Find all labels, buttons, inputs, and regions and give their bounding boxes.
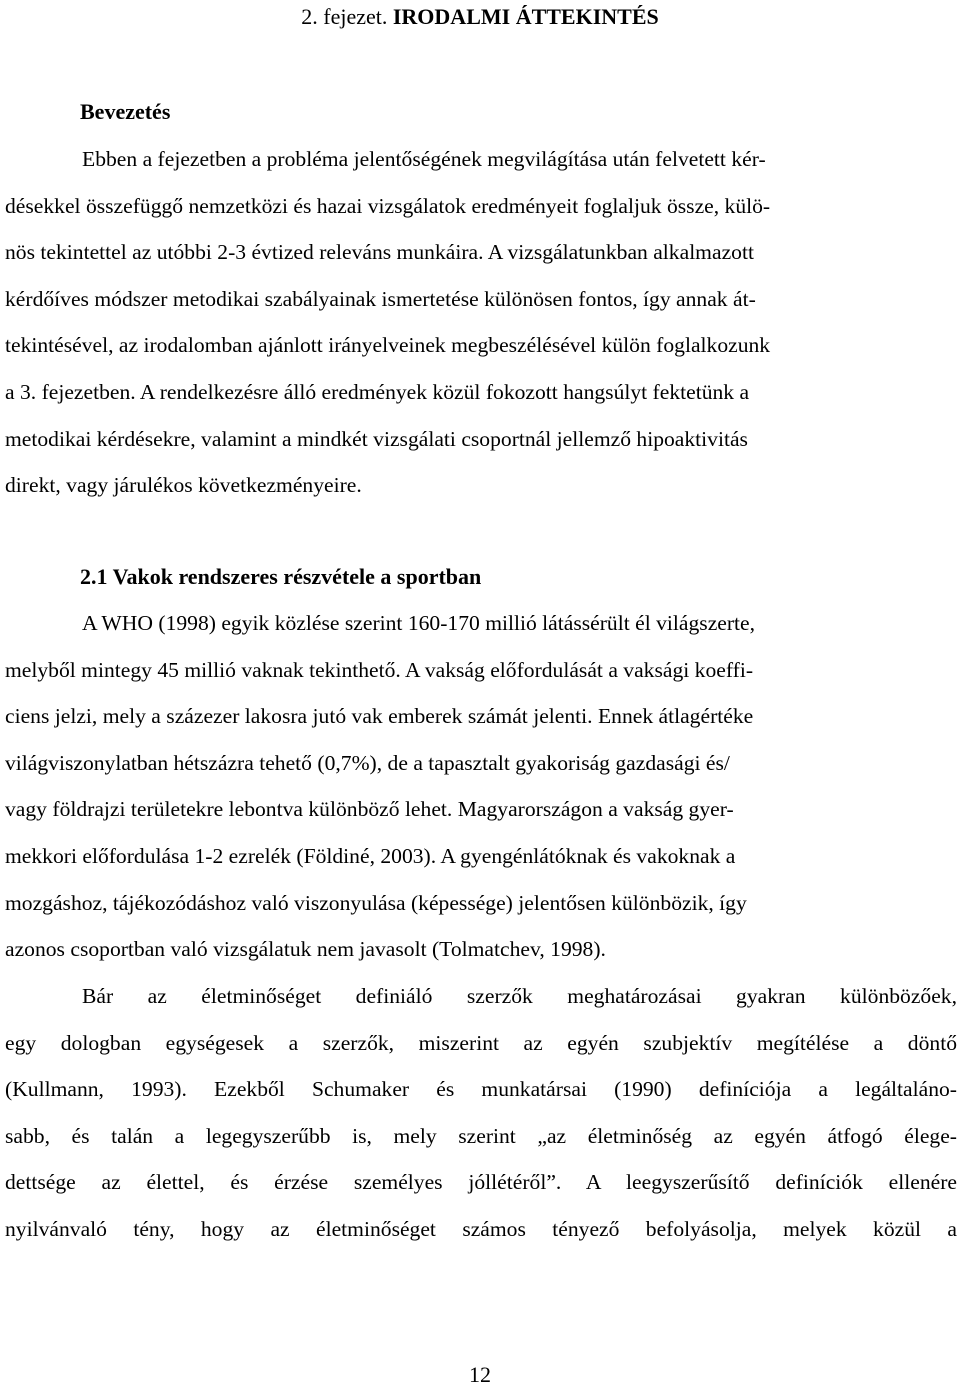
header-chapter-prefix: 2. fejezet. — [301, 4, 393, 29]
page-number: 12 — [469, 1362, 491, 1387]
text-line: direkt, vagy járulékos következményeire. — [5, 473, 362, 498]
text-line: melyből mintegy 45 millió vaknak tekinthető. A vakság előfordulását a vaksági koeffi- — [5, 657, 754, 682]
intro-paragraph — [5, 136, 957, 509]
text-line: désekkel összefüggő nemzetközi és hazai vizsgálatok eredményeit foglaljuk össze, külö- — [5, 193, 771, 218]
text-line: kérdőíves módszer metodikai szabályainak ismertetése különösen fontos, így annak át- — [5, 286, 756, 311]
text-line: a 3. fejezetben. A rendelkezésre álló eredmények közül fokozott hangsúlyt fektetünk a — [5, 379, 750, 404]
text-line: Ebben a fejezetben a probléma jelentőségének megvilágítása után felvetett kér- — [82, 147, 766, 171]
text-line: világviszonylatban hétszázra tehető (0,7%), de a tapasztalt gyakoriság gazdasági és/ — [5, 750, 730, 775]
text-line: vagy földrajzi területekre lebontva különböző lehet. Magyarországon a vakság gyer- — [5, 797, 734, 822]
text-line: mekkori előfordulása 1-2 ezrelék (Földiné, 2003). A gyengénlátóknak és vakoknak a — [5, 843, 736, 868]
text-line: egy dologban egységesek a szerzők, miszerint az egyén szubjektív megítélése a döntő — [5, 1030, 957, 1055]
running-header — [0, 2, 960, 32]
text-line: tekintésével, az irodalomban ajánlott irányelveinek megbeszélésével külön foglalkozunk — [5, 333, 771, 358]
text-line: metodikai kérdésekre, valamint a mindkét vizsgálati csoportnál jellemző hipoaktivitás — [5, 426, 748, 451]
section-paragraph-1 — [5, 600, 957, 973]
text-line: A WHO (1998) egyik közlése szerint 160-170 millió látássérült él világszerte, — [82, 611, 756, 635]
text-line: Bár az életminőséget definiáló szerzők meghatározásai gyakran különbözőek, — [82, 984, 957, 1008]
text-line: nös tekintettel az utóbbi 2-3 évtized releváns munkáira. A vizsgálatunkban alkalmazott — [5, 240, 754, 265]
header-chapter-title: IRODALMI ÁTTEKINTÉS — [392, 4, 659, 29]
section-paragraph-2 — [5, 973, 957, 1253]
text-line: dettsége az élettel, és érzése személyes jóllétéről”. A leegyszerűsítő definíciók ellenére — [5, 1170, 957, 1195]
text-line: ciens jelzi, mely a százezer lakosra jutó vak emberek számát jelenti. Ennek átlagértéke — [5, 704, 754, 729]
text-line: sabb, és talán a legegyszerűbb is, mely szerint „az életminőség az egyén átfogó élege- — [5, 1123, 957, 1148]
text-line: nyilvánvaló tény, hogy az életminőséget számos tényező befolyásolja, melyek közül a — [5, 1216, 957, 1241]
intro-heading: Bevezetés — [80, 99, 171, 124]
section-heading: 2.1 Vakok rendszeres részvétele a sportban — [80, 564, 482, 589]
text-line: (Kullmann, 1993). Ezekből Schumaker és munkatársai (1990) definíciója a legáltaláno- — [5, 1077, 957, 1102]
text-line: mozgáshoz, tájékozódáshoz való viszonyulása (képessége) jelentősen különbözik, így — [5, 890, 747, 915]
text-line: azonos csoportban való vizsgálatuk nem javasolt (Tolmatchev, 1998). — [5, 937, 606, 962]
